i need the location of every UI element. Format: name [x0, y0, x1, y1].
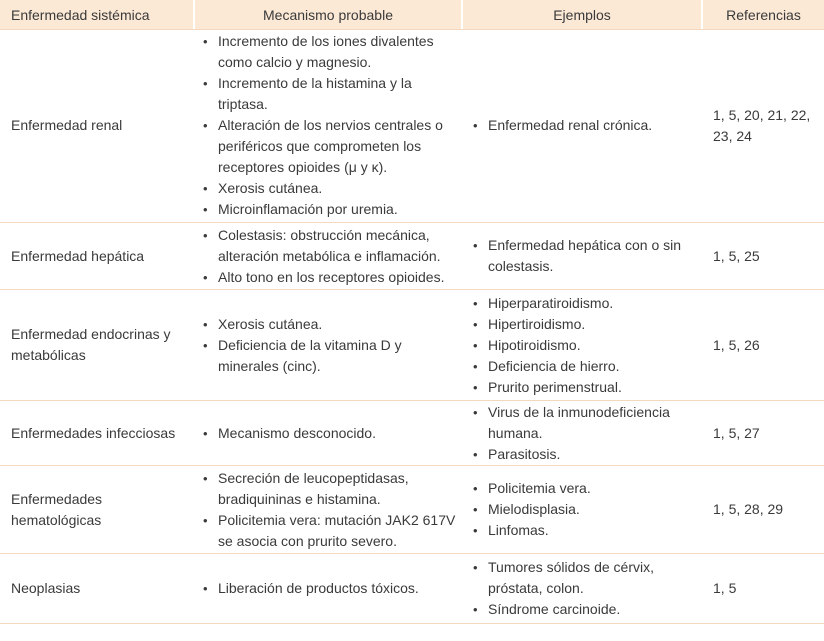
examples-list: [461, 115, 701, 136]
example-item: • Enfermedad hepática con o sin colestasis.: [461, 235, 701, 277]
mechanism-item: • Alteración de los nervios centrales o periféricos que comprometen los receptores opioides (μ y κ).: [193, 115, 461, 178]
example-item: • Parasitosis.: [461, 444, 701, 465]
example-item: • Prurito perimenstrual.: [461, 377, 701, 398]
header-examples: Ejemplos: [461, 0, 701, 29]
table-row: [0, 290, 824, 401]
example-item: • Mielodisplasia.: [461, 499, 701, 520]
mechanism-item: • Microinflamación por uremia.: [193, 199, 461, 220]
references-cell: 1, 5, 26: [701, 290, 824, 401]
references-cell: 1, 5, 20, 21, 22, 23, 24: [701, 29, 824, 223]
examples-cell: [461, 29, 701, 223]
header-references: Referencias: [701, 0, 824, 29]
mechanism-list: [193, 31, 461, 220]
disease-cell: Enfermedad endocrinas y metabólicas: [0, 290, 193, 401]
examples-list: [461, 293, 701, 398]
table-row: [0, 29, 824, 223]
examples-cell: [461, 290, 701, 401]
table-row: [0, 554, 824, 624]
mechanism-cell: [193, 401, 461, 466]
table-row: [0, 466, 824, 554]
header-divider: [0, 29, 824, 30]
mechanism-item: • Deficiencia de la vitamina D y minerales (cinc).: [193, 335, 461, 377]
mechanism-list: [193, 468, 461, 552]
references-cell: 1, 5, 28, 29: [701, 466, 824, 554]
mechanism-cell: [193, 290, 461, 401]
examples-list: [461, 235, 701, 277]
examples-cell: [461, 554, 701, 624]
mechanism-item: • Policitemia vera: mutación JAK2 617V se asocia con prurito severo.: [193, 510, 461, 552]
header-probable-mechanism: Mecanismo probable: [193, 0, 461, 29]
mechanism-cell: [193, 466, 461, 554]
mechanism-list: [193, 578, 461, 599]
example-item: • Tumores sólidos de cérvix, próstata, colon.: [461, 557, 701, 599]
mechanism-item: • Liberación de productos tóxicos.: [193, 578, 461, 599]
examples-list: [461, 478, 701, 541]
example-item: • Deficiencia de hierro.: [461, 356, 701, 377]
mechanism-list: [193, 314, 461, 377]
example-item: • Virus de la inmunodeficiencia humana.: [461, 402, 701, 444]
examples-cell: [461, 401, 701, 466]
table-row: [0, 401, 824, 466]
mechanism-list: [193, 423, 461, 444]
example-item: • Policitemia vera.: [461, 478, 701, 499]
references-cell: 1, 5, 25: [701, 223, 824, 290]
table-header-row: [0, 0, 824, 29]
header-systemic-disease: Enfermedad sistémica: [0, 0, 193, 29]
mechanism-list: [193, 225, 461, 288]
mechanism-item: • Colestasis: obstrucción mecánica, alteración metabólica e inflamación.: [193, 225, 461, 267]
example-item: • Hipertiroidismo.: [461, 314, 701, 335]
disease-cell: Enfermedades infecciosas: [0, 401, 193, 466]
mechanism-item: • Xerosis cutánea.: [193, 314, 461, 335]
example-item: • Linfomas.: [461, 520, 701, 541]
disease-cell: Enfermedad renal: [0, 29, 193, 223]
mechanism-item: • Incremento de la histamina y la triptasa.: [193, 73, 461, 115]
mechanism-item: • Alto tono en los receptores opioides.: [193, 267, 461, 288]
examples-cell: [461, 466, 701, 554]
example-item: • Hiperparatiroidismo.: [461, 293, 701, 314]
examples-list: [461, 402, 701, 465]
table-row: [0, 223, 824, 290]
references-cell: 1, 5: [701, 554, 824, 624]
mechanism-cell: [193, 29, 461, 223]
disease-cell: Enfermedad hepática: [0, 223, 193, 290]
examples-list: [461, 557, 701, 620]
mechanism-cell: [193, 554, 461, 624]
examples-cell: [461, 223, 701, 290]
references-cell: 1, 5, 27: [701, 401, 824, 466]
disease-cell: Enfermedades hematológicas: [0, 466, 193, 554]
example-item: • Enfermedad renal crónica.: [461, 115, 701, 136]
mechanism-cell: [193, 223, 461, 290]
mechanism-item: • Incremento de los iones divalentes como calcio y magnesio.: [193, 31, 461, 73]
mechanism-item: • Secreción de leucopeptidasas, bradiquininas e histamina.: [193, 468, 461, 510]
example-item: • Hipotiroidismo.: [461, 335, 701, 356]
mechanism-item: • Xerosis cutánea.: [193, 178, 461, 199]
disease-cell: Neoplasias: [0, 554, 193, 624]
example-item: • Síndrome carcinoide.: [461, 599, 701, 620]
mechanism-item: • Mecanismo desconocido.: [193, 423, 461, 444]
